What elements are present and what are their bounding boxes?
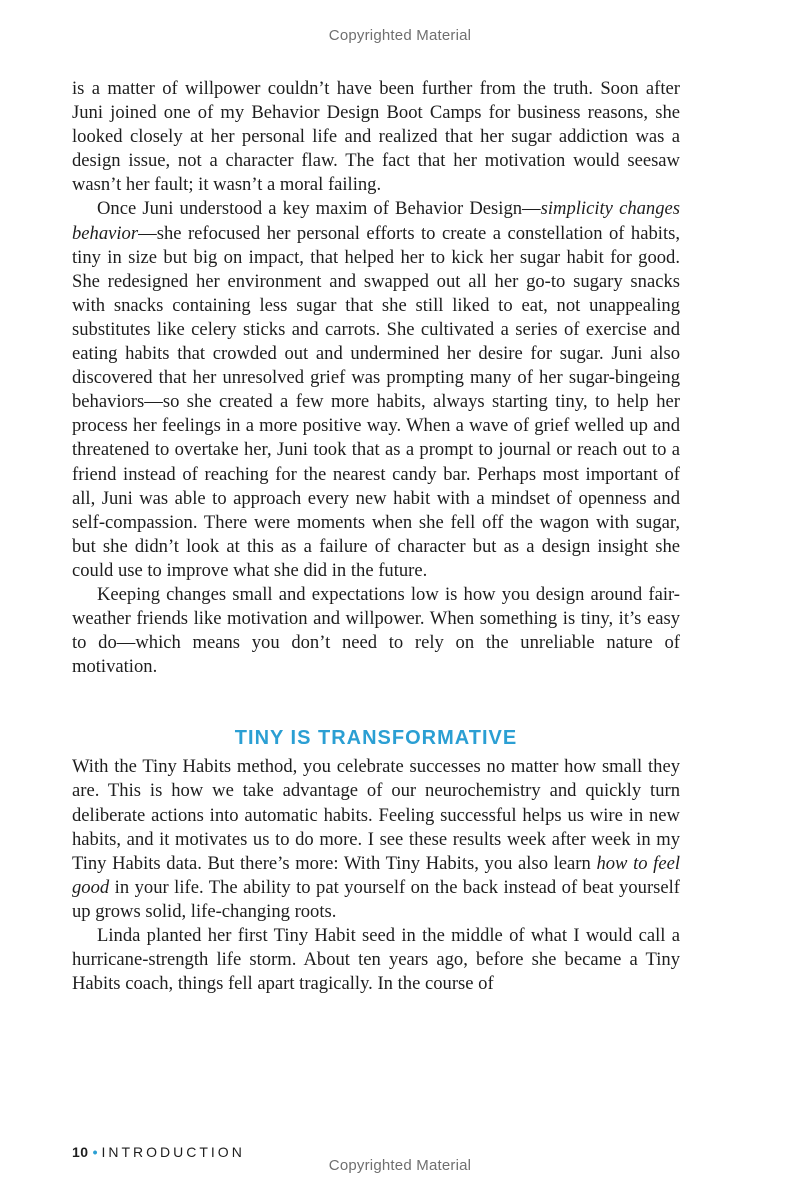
section-paragraph-1-emphasis: how to feel good bbox=[72, 852, 680, 898]
paragraph-3: Keeping changes small and expectations low is how you design around fair-weather friends like motivation and willpower. When something is tiny, it’s easy to do—which means you don’t need to rely on the unreliable nature of motivation. bbox=[72, 583, 680, 678]
paragraph-2 bbox=[72, 197, 680, 583]
section-heading: TINY IS TRANSFORMATIVE bbox=[234, 727, 518, 750]
section-paragraph-2: Linda planted her first Tiny Habit seed in the middle of what I would call a hurricane-strength life storm. About ten years ago, before she became a Tiny Habits coach, things fell apart tragically. In the course of bbox=[72, 925, 680, 995]
copyright-watermark-bottom: Copyrighted Material bbox=[328, 1157, 472, 1174]
page-body bbox=[72, 77, 680, 996]
page-number: 10 bbox=[72, 1144, 89, 1160]
section-paragraph-1-end: in your life. The ability to pat yourself on the back instead of beat yourself up grows solid, life-changing roots. bbox=[72, 876, 680, 922]
footer-separator-dot: • bbox=[92, 1144, 98, 1160]
section-paragraph-1-start: With the Tiny Habits method, you celebrate successes no matter how small they are. This is how we take advantage of our neurochemistry and quickly turn deliberate actions into automatic habits. Feeling successful helps us wire in new habits, and it motivates us to do more. I see these results week after week in my Tiny Habits data. But there’s more: With Tiny Habits, you also learn bbox=[72, 756, 680, 874]
running-section-title: INTRODUCTION bbox=[101, 1144, 245, 1160]
paragraph-2-emphasis: simplicity changes behavior bbox=[72, 198, 681, 244]
section-paragraph-1 bbox=[72, 755, 680, 924]
paragraph-2-end: —she refocused her personal efforts to create a constellation of habits, tiny in size but big on impact, that helped her to kick her sugar habit for good. She redesigned her environment and swapped out all her go-to sugary snacks with snacks containing less sugar that she still liked to eat, not unappealing substitutes like celery sticks and carrots. She cultivated a series of exercise and eating habits that crowded out and undermined her desire for sugar. Juni also discovered that her unresolved grief was prompting many of her sugar-bingeing behaviors—so she created a few more habits, always starting tiny, to help her process her feelings in a more positive way. When a wave of grief welled up and threatened to overtake her, Juni took that as a prompt to journal or reach out to a friend instead of reaching for the nearest candy bar. Perhaps most important of all, Juni was able to approach every new habit with a mindset of openness and self-compassion. There were moments when she fell off the wagon with sugar, but she didn’t look at this as a failure of character but as a design insight she could use to improve what she did in the future. bbox=[72, 222, 680, 581]
paragraph-2-start: Once Juni understood a key maxim of Behavior Design— bbox=[97, 198, 541, 220]
copyright-watermark-top: Copyrighted Material bbox=[328, 27, 472, 44]
paragraph-1: is a matter of willpower couldn’t have been further from the truth. Soon after Juni joined one of my Behavior Design Boot Camps for business reasons, she looked closely at her personal life and realized that her sugar addiction was a design issue, not a character flaw. The fact that her motivation would seesaw wasn’t her fault; it wasn’t a moral failing. bbox=[72, 78, 680, 196]
